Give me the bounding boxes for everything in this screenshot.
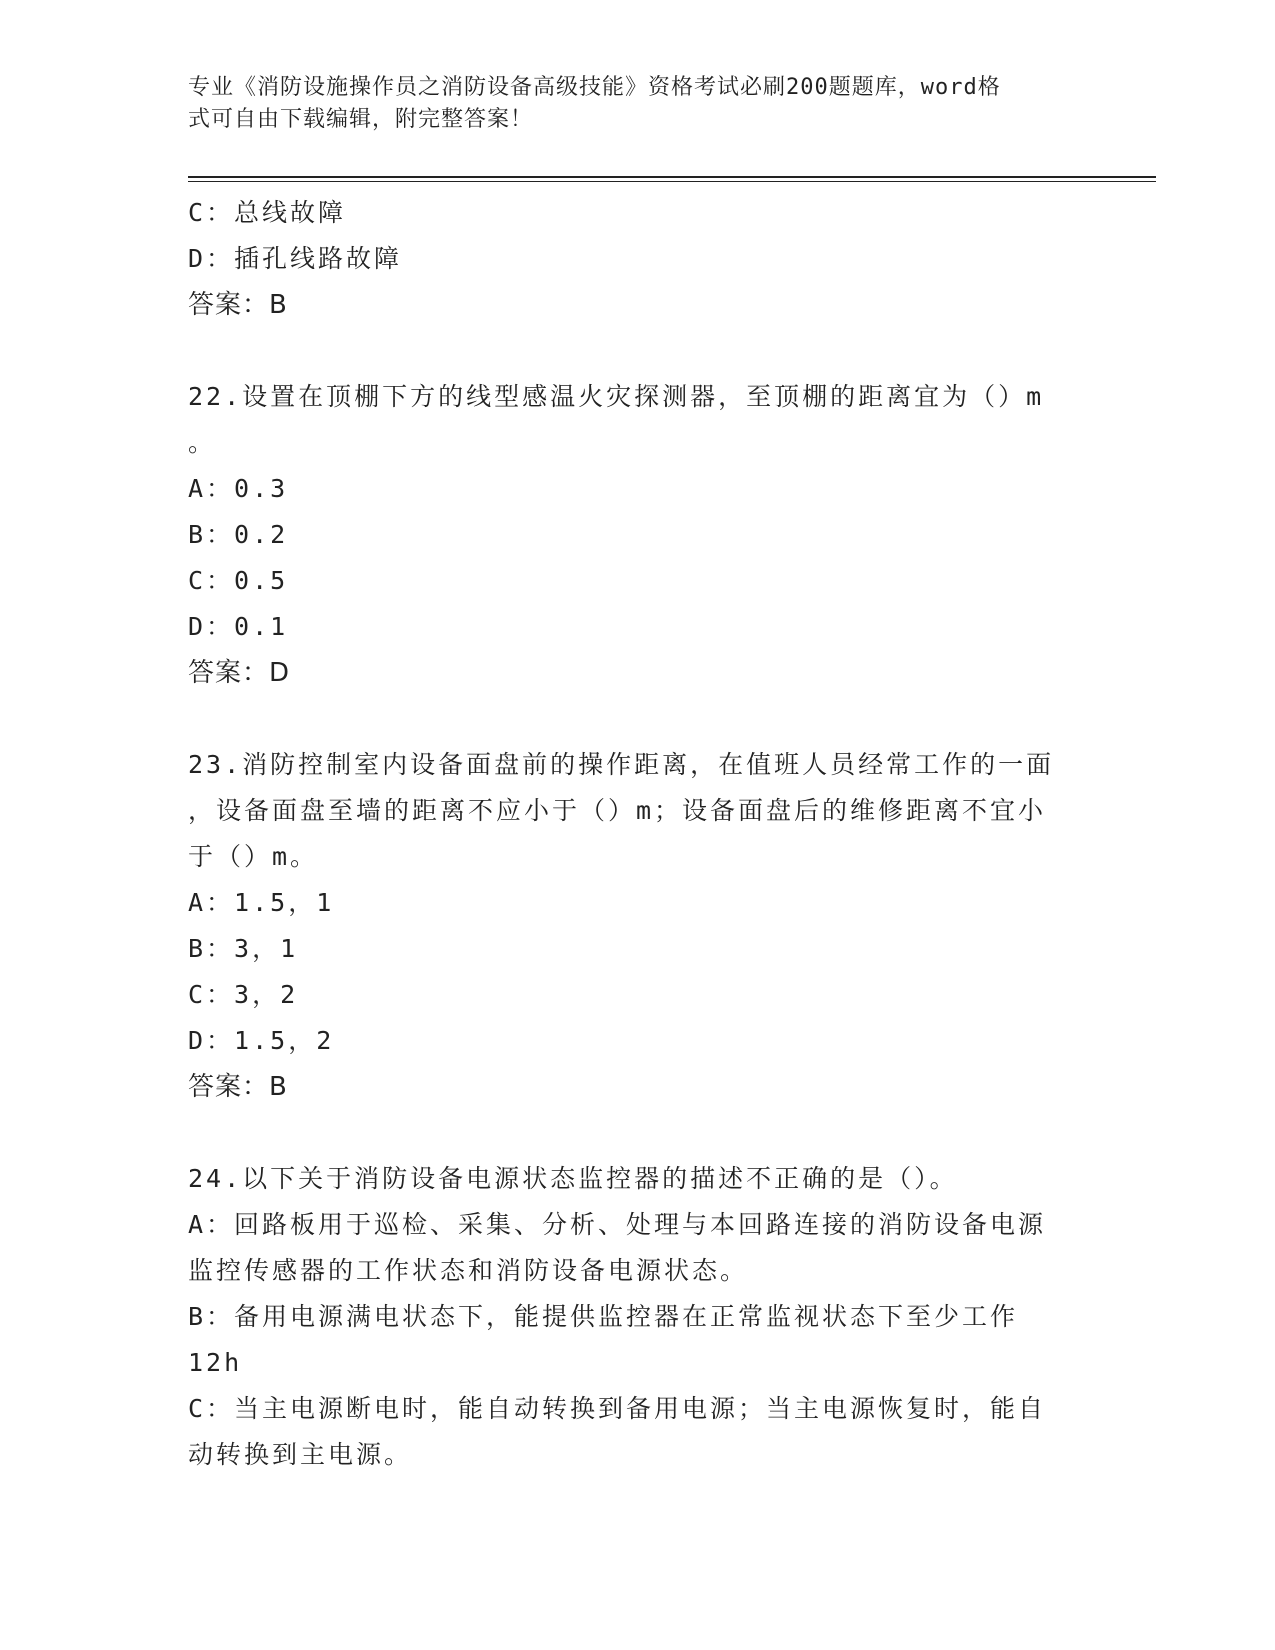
question-24 — [188, 1156, 1088, 1478]
option-d: D：插孔线路故障 — [188, 244, 403, 273]
option-b-continued: 12h — [188, 1348, 243, 1377]
option-c: C：0.5 — [188, 566, 289, 595]
header-title-line-1: 专业《消防设施操作员之消防设备高级技能》资格考试必刷200题题库，word格 — [188, 75, 1001, 100]
document-header — [188, 72, 1068, 136]
question-content — [188, 190, 1088, 1478]
question-stem-continued: ，设备面盘至墙的距离不应小于（）m；设备面盘后的维修距离不宜小 — [188, 796, 1047, 825]
option-a: A：0.3 — [188, 474, 289, 503]
question-stem-continued: 于（）m。 — [188, 842, 319, 871]
spacer — [188, 1110, 1088, 1156]
question-stem-continued: 。 — [188, 428, 217, 457]
answer: 答案：D — [188, 658, 291, 688]
question-stem: 24.以下关于消防设备电源状态监控器的描述不正确的是（）。 — [188, 1164, 958, 1193]
answer: 答案：B — [188, 290, 288, 320]
option-a: A：回路板用于巡检、采集、分析、处理与本回路连接的消防设备电源 — [188, 1210, 1047, 1239]
spacer — [188, 328, 1088, 374]
header-title-line-2: 式可自由下载编辑，附完整答案！ — [188, 107, 534, 132]
option-c-continued: 动转换到主电源。 — [188, 1440, 413, 1469]
question-22 — [188, 374, 1088, 696]
option-c: C：3，2 — [188, 980, 299, 1009]
option-c: C：当主电源断电时，能自动转换到备用电源；当主电源恢复时，能自 — [188, 1394, 1047, 1423]
option-b: B：0.2 — [188, 520, 289, 549]
answer: 答案：B — [188, 1072, 288, 1102]
question-stem: 23.消防控制室内设备面盘前的操作距离，在值班人员经常工作的一面 — [188, 750, 1055, 779]
option-b: B：3，1 — [188, 934, 299, 963]
option-a: A：1.5，1 — [188, 888, 335, 917]
option-d: D：0.1 — [188, 612, 289, 641]
option-d: D：1.5，2 — [188, 1026, 335, 1055]
question-23 — [188, 742, 1088, 1110]
header-divider — [188, 176, 1156, 182]
question-stem: 22.设置在顶棚下方的线型感温火灾探测器，至顶棚的距离宜为（）m — [188, 382, 1045, 411]
option-b: B：备用电源满电状态下，能提供监控器在正常监视状态下至少工作 — [188, 1302, 1019, 1331]
spacer — [188, 696, 1088, 742]
question-21 — [188, 190, 1088, 328]
option-c: C：总线故障 — [188, 198, 347, 227]
option-a-continued: 监控传感器的工作状态和消防设备电源状态。 — [188, 1256, 749, 1285]
